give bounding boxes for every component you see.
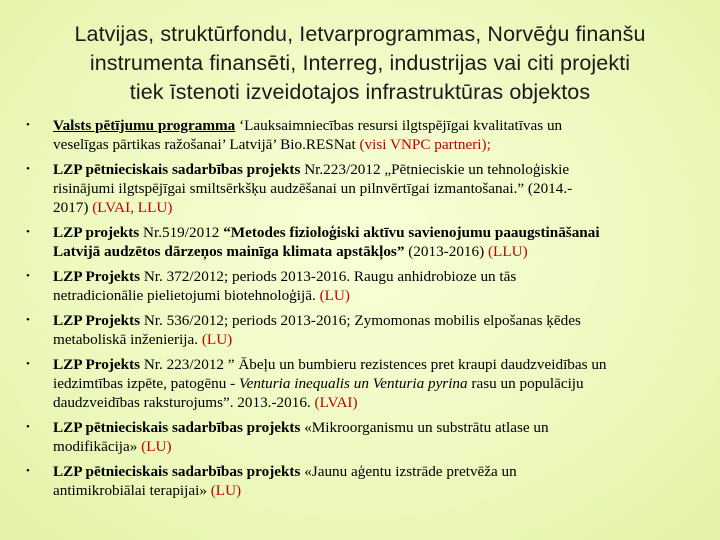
project-type: Valsts pētījumu programma xyxy=(53,117,236,134)
bullet-icon: • xyxy=(26,162,30,175)
project-type: LZP Projekts xyxy=(53,311,141,329)
bullet-icon: • xyxy=(26,357,30,370)
item-text: modifikācija» xyxy=(53,438,142,456)
item-text: «Jaunu aģentu izstrāde pretvēža un xyxy=(300,462,517,480)
list-item xyxy=(26,267,716,305)
slide-title xyxy=(20,20,700,107)
item-text: daudzveidības raksturojums”. 2013.-2016. xyxy=(53,394,315,412)
item-text: Nr. 536/2012; periods 2013-2016; Zymomonas mobilis elpošanas ķēdes xyxy=(140,311,581,329)
project-type: LZP pētnieciskais sadarbības projekts xyxy=(53,462,301,480)
project-type: LZP pētnieciskais sadarbības projekts xyxy=(53,160,301,178)
item-text: antimikrobiālai terapijai» xyxy=(53,481,211,499)
item-text: metaboliskā inženierija. xyxy=(53,331,202,349)
partner-label: (LLU) xyxy=(487,243,528,261)
partner-label: (LU) xyxy=(201,331,233,349)
item-text: rasu un populāciju xyxy=(467,374,584,392)
item-text: ‘Lauksaimniecības resursi ilgtspējīgai kvalitatīvas un xyxy=(235,117,563,134)
bullet-icon: • xyxy=(26,119,30,131)
bullet-icon: • xyxy=(26,464,30,477)
project-type: LZP Projekts xyxy=(53,355,141,373)
title-line: tiek īstenoti izveidotajos infrastruktūras objektos xyxy=(129,80,591,104)
item-text: veselīgas pārtikas ražošanai’ Latvijā’ Bio.RESNat xyxy=(53,136,360,154)
partner-label: (LVAI, LLU) xyxy=(92,199,173,217)
list-item xyxy=(26,355,716,413)
partner-label: (LU) xyxy=(210,481,242,499)
item-text: iedzimtības izpēte, patogēnu - xyxy=(53,374,239,392)
item-text: netradicionālie pielietojumi biotehnoloģijā. xyxy=(53,287,320,305)
list-item xyxy=(26,160,716,218)
bullet-icon: • xyxy=(26,313,30,326)
list-item xyxy=(26,223,716,261)
project-title: Latvijā audzētos dārzeņos mainīga klimata apstākļos” xyxy=(53,243,405,261)
project-type: LZP pētnieciskais sadarbības projekts xyxy=(53,418,301,436)
title-line: instrumenta finansēti, Interreg, industrijas vai citi projekti xyxy=(89,51,631,75)
item-text: 2017) xyxy=(53,199,93,217)
item-text: Nr. 223/2012 ” Ābeļu un bumbieru rezistences pret kraupi daudzveidības un xyxy=(140,355,607,373)
bullet-icon: • xyxy=(26,226,30,239)
item-text: (2013-2016) xyxy=(404,243,488,261)
partner-label: (LU) xyxy=(141,438,172,456)
project-list xyxy=(26,116,716,506)
bullet-icon: • xyxy=(26,269,30,282)
list-item xyxy=(26,311,716,349)
bullet-icon: • xyxy=(26,420,30,433)
item-text: risinājumi ilgtspējīgai smiltsērkšķu audzēšanai un pilnvērtīgai izmantošanai.” (2014.- xyxy=(53,180,573,198)
project-type: LZP Projekts xyxy=(53,267,141,285)
item-text: Nr. 372/2012; periods 2013-2016. Raugu anhidrobioze un tās xyxy=(140,267,517,285)
list-item xyxy=(26,418,716,456)
partner-label: (LVAI) xyxy=(314,394,358,412)
title-line: Latvijas, struktūrfondu, Ietvarprogrammas, Norvēģu finanšu xyxy=(74,22,646,46)
project-title: “Metodes fizioloģiski aktīvu savienojumu paaugstināšanai xyxy=(223,224,600,242)
list-item xyxy=(26,462,716,500)
project-type: LZP projekts xyxy=(53,224,140,242)
list-item xyxy=(26,116,716,154)
item-text: Nr.519/2012 xyxy=(139,224,224,242)
partner-label: (LU) xyxy=(319,287,350,305)
partner-label: (visi VNPC partneri); xyxy=(359,136,491,154)
item-text: Nr.223/2012 „Pētnieciskie un tehnoloģiskie xyxy=(300,160,570,178)
species-names: Venturia inequalis un Venturia pyrina xyxy=(238,374,468,392)
item-text: «Mikroorganismu un substrātu atlase un xyxy=(300,418,549,436)
